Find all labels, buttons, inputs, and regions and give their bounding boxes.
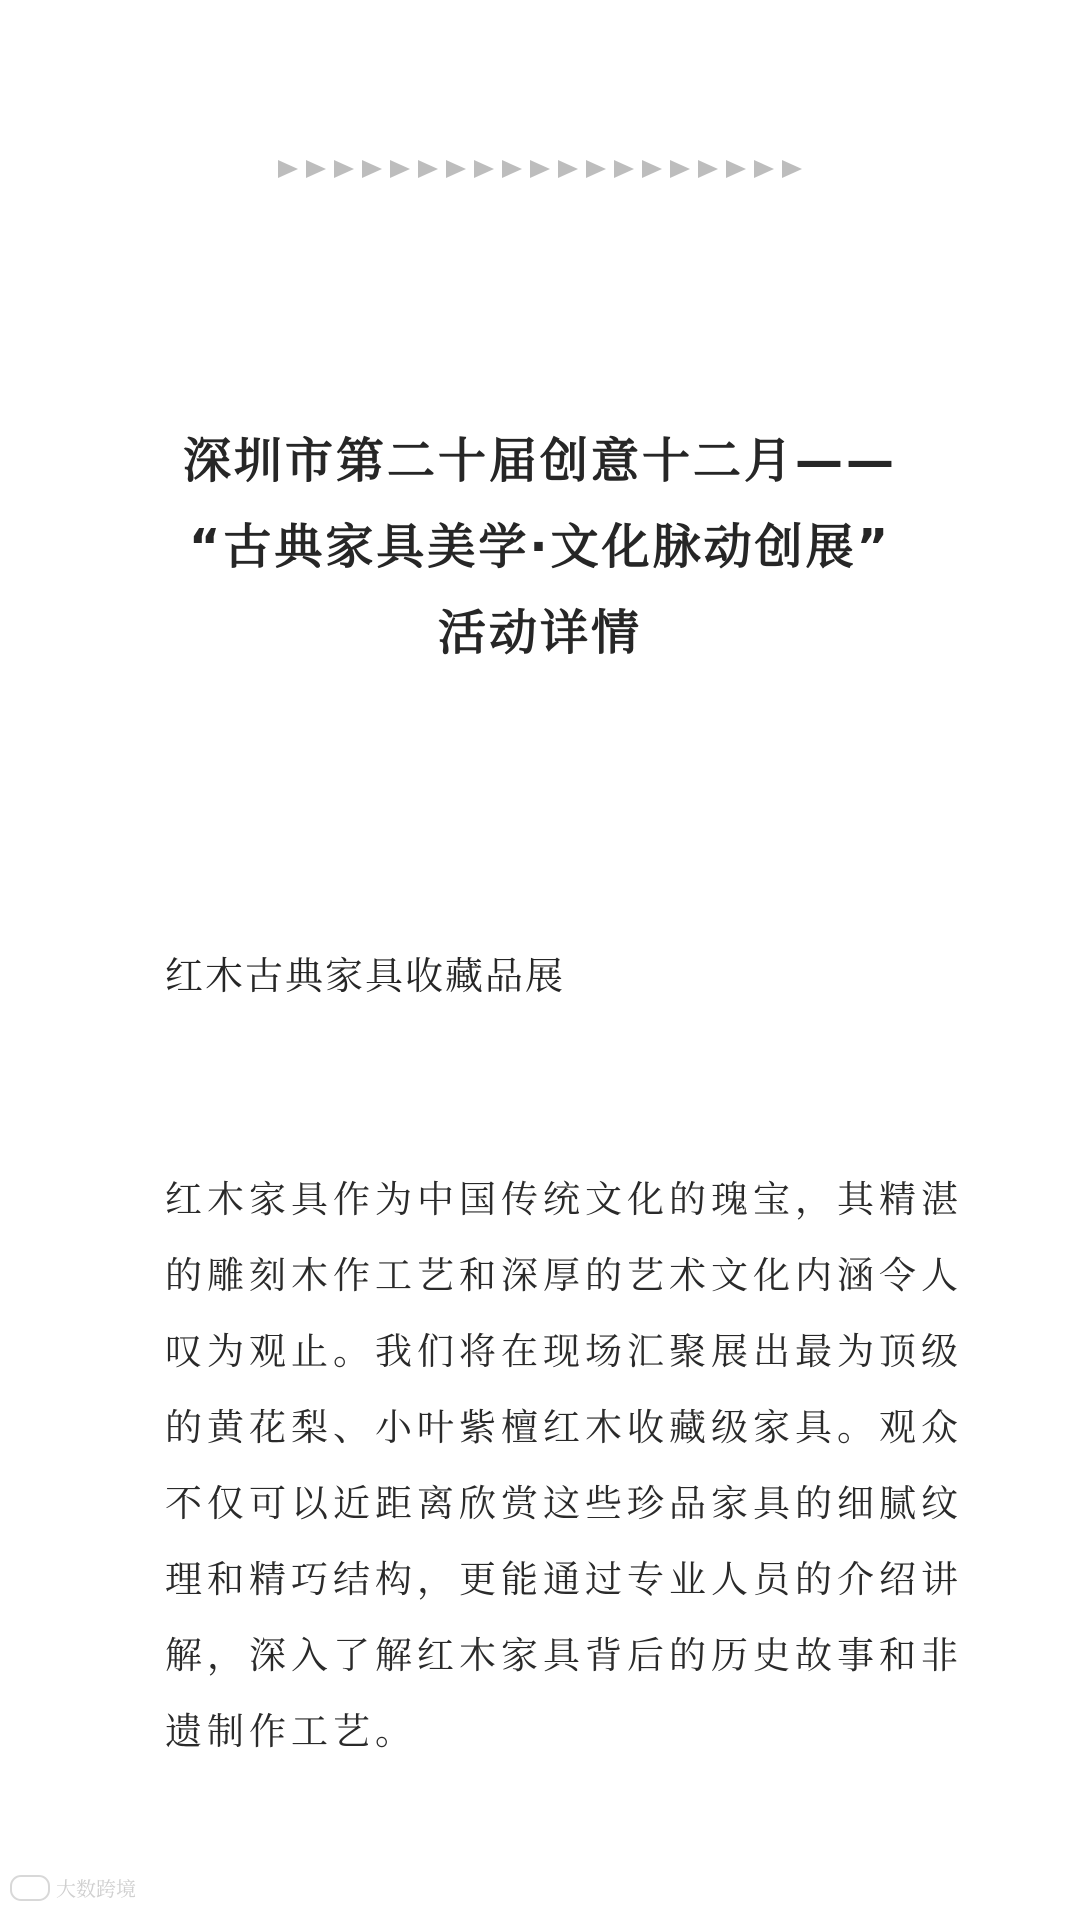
- chevron-right-icon: [698, 160, 718, 178]
- body-line: 的黄花梨、小叶紫檀红木收藏级家具。观众: [165, 1406, 963, 1449]
- chevron-right-icon: [558, 160, 578, 178]
- chevron-right-icon: [362, 160, 382, 178]
- decorative-chevron-divider: [0, 160, 1080, 178]
- body-line: 遗制作工艺。: [165, 1710, 417, 1753]
- title-line-3: 活动详情: [437, 605, 642, 661]
- chevron-right-icon: [614, 160, 634, 178]
- chevron-right-icon: [754, 160, 774, 178]
- chevron-right-icon: [670, 160, 690, 178]
- body-line: 叹为观止。我们将在现场汇聚展出最为顶级: [165, 1330, 963, 1373]
- chevron-right-icon: [502, 160, 522, 178]
- chevron-right-icon: [306, 160, 326, 178]
- body-paragraph: [165, 1162, 963, 1770]
- section-heading: 红木古典家具收藏品展: [165, 954, 566, 998]
- chevron-right-icon: [278, 160, 298, 178]
- body-line: 的雕刻木作工艺和深厚的艺术文化内涵令人: [165, 1254, 963, 1297]
- watermark-logo-icon: [10, 1875, 50, 1901]
- chevron-right-icon: [418, 160, 438, 178]
- chevron-right-icon: [586, 160, 606, 178]
- chevron-right-icon: [334, 160, 354, 178]
- chevron-right-icon: [530, 160, 550, 178]
- chevron-right-icon: [474, 160, 494, 178]
- chevron-right-icon: [390, 160, 410, 178]
- watermark: [10, 1873, 136, 1902]
- chevron-right-icon: [446, 160, 466, 178]
- chevron-right-icon: [726, 160, 746, 178]
- body-line: 红木家具作为中国传统文化的瑰宝，其精湛: [165, 1178, 963, 1221]
- watermark-text: 大数跨境: [56, 1877, 136, 1901]
- title-line-2: “古典家具美学·文化脉动创展”: [188, 519, 892, 575]
- body-line: 理和精巧结构，更能通过专业人员的介绍讲: [165, 1558, 963, 1601]
- chevron-right-icon: [642, 160, 662, 178]
- body-line: 不仅可以近距离欣赏这些珍品家具的细腻纹: [165, 1482, 963, 1525]
- body-line: 解，深入了解红木家具背后的历史故事和非: [165, 1634, 963, 1677]
- chevron-right-icon: [782, 160, 802, 178]
- page-title: [0, 418, 1080, 676]
- title-line-1: 深圳市第二十届创意十二月——: [182, 433, 897, 489]
